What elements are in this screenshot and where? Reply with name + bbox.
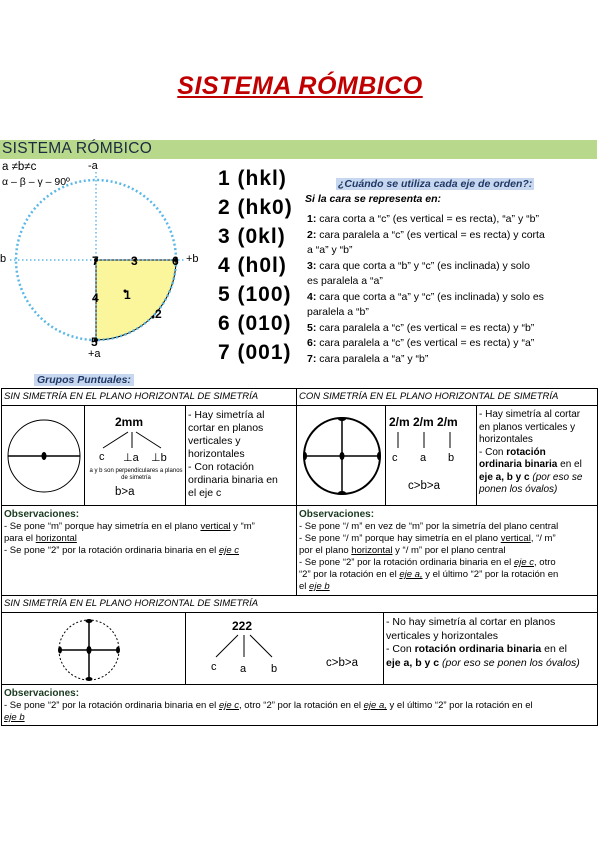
group2-stereogram	[302, 411, 382, 501]
rule-line: a “a” y “b”	[307, 244, 353, 256]
group3-axis-c: c	[211, 661, 217, 673]
group2-axis-b: b	[448, 452, 455, 464]
rule-line: es paralela a “a”	[307, 275, 383, 287]
group1-stereogram-cell	[1, 405, 85, 506]
point-3-label: 3	[131, 254, 138, 268]
point-6-label: 6	[172, 254, 179, 268]
group1-header: SIN SIMETRÍA EN EL PLANO HORIZONTAL DE SIMETRÍA	[4, 391, 259, 402]
group3-desc-cell	[383, 612, 598, 685]
groups-label: Grupos Puntuales:	[34, 374, 134, 386]
miller-item: 7 (001)	[218, 341, 292, 364]
group3-symbol-cell	[185, 612, 384, 685]
axis-label-right: +b	[186, 253, 199, 265]
group2-header-cell	[296, 388, 598, 406]
miller-item: 1 (hkl)	[218, 167, 287, 190]
group1-symbol-cell	[84, 405, 186, 506]
point-1-label: 1	[124, 288, 131, 302]
rules-list	[307, 212, 597, 367]
group2-desc-cell	[476, 405, 598, 506]
section-bar	[0, 140, 597, 159]
question-subheading: Si la cara se representa en:	[305, 193, 441, 205]
question-heading: ¿Cuándo se utiliza cada eje de orden?:	[338, 178, 533, 190]
group2-symbol: 2/m 2/m 2/m	[389, 415, 458, 429]
rule-line: 4: cara que corta a “a” y “c” (es inclinada) y solo es	[307, 290, 544, 303]
group2-header: CON SIMETRÍA EN EL PLANO HORIZONTAL DE SIMETRÍA	[299, 391, 559, 402]
group2-desc: - Hay simetría al cortar en planos verticales y horizontales - Con rotación ordinaria binaria en el eje a, b y c (por eso se ponen los óvalos)	[479, 409, 583, 495]
miller-item: 5 (100)	[218, 283, 292, 306]
group2-axis-a: a	[420, 452, 427, 464]
rule-line: 2: cara paralela a “c” (es vertical = es recta) y corta	[307, 228, 545, 241]
group3-desc: - No hay simetría al cortar en planos verticales y horizontales - Con rotación ordinaria binaria en el eje a, b y c (por eso se ponen los óvalos)	[386, 616, 580, 669]
group1-symbol: 2mm	[115, 415, 144, 429]
group1-axis-c: c	[99, 451, 105, 463]
group1-header-cell	[1, 388, 297, 406]
group1-relation: b>a	[115, 486, 135, 498]
group1-axis-b: ⊥b	[151, 452, 167, 464]
group3-axis-a: a	[240, 663, 247, 675]
group2-axis-c: c	[392, 452, 398, 464]
group1-stereogram	[6, 416, 82, 496]
group1-obs-cell	[1, 505, 297, 596]
group2-obs-cell	[296, 505, 598, 596]
group1-perp-note: a y b son perpendiculares a planos de simetría	[89, 468, 183, 481]
rule-line: 1: cara corta a “c” (es vertical = es recta), “a” y “b”	[307, 213, 539, 225]
axis-label-left: b	[0, 253, 7, 265]
point-4-label: 4	[92, 291, 99, 305]
rule-line: 5: cara paralela a “c” (es vertical = es recta) y “b”	[307, 321, 535, 334]
axis-label-top: -a	[88, 160, 98, 172]
point-7-label: 7	[92, 254, 99, 268]
rule-line: paralela a “b”	[307, 306, 369, 318]
rule-line: 6: cara paralela a “c” (es vertical = es recta) y “a”	[307, 337, 535, 349]
miller-item: 2 (hk0)	[218, 196, 293, 219]
group3-obs-cell	[1, 684, 598, 726]
group2-stereogram-cell	[296, 405, 386, 506]
group3-header: SIN SIMETRÍA EN EL PLANO HORIZONTAL DE SIMETRÍA	[4, 598, 259, 609]
group2-symbol-cell	[385, 405, 477, 506]
group1-desc: - Hay simetría al cortar en planos verticales y horizontales - Con rotación ordinaria binaria en el eje c	[188, 409, 278, 499]
angle-condition: α – β – γ – 90º	[2, 176, 70, 188]
point-2-label: 2	[155, 307, 162, 321]
group3-axis-b: b	[271, 663, 278, 675]
miller-list	[218, 164, 293, 367]
group3-relation: c>b>a	[326, 657, 358, 669]
section-title: SISTEMA RÓMBICO	[2, 140, 153, 157]
group3-stereogram-cell	[1, 612, 186, 685]
point-5-label: 5	[91, 335, 98, 349]
rule-line: 3: cara que corta a “b” y “c” (es inclinada) y solo	[307, 259, 530, 272]
group1-axis-a: ⊥a	[123, 452, 139, 464]
group2-relation: c>b>a	[408, 480, 440, 492]
group1-observations: Observaciones: - Se pone “m” porque hay simetría en el plano vertical y “m” para el horizontal - Se pone “2” por la rotación ordinaria binaria en el eje c	[4, 509, 255, 556]
group1-desc-cell	[185, 405, 297, 506]
axis-label-bottom: +a	[88, 348, 101, 360]
miller-item: 6 (010)	[218, 312, 292, 335]
page-title: SISTEMA RÓMBICO	[177, 72, 423, 100]
group2-observations: Observaciones: - Se pone “/ m” en vez de “m” por la simetría del plano central - Se pone “/ m” porque hay simetría en el plano vertical, “/ m” por el plano horizontal y “/ m” por el plano central - Se pone “2” por la rotación ordinaria binaria en el eje c, otro “2” por la rotación en el eje a, y el último “2” por la rotación en el eje b	[299, 509, 559, 592]
rule-line: 7: cara paralela a “a” y “b”	[307, 352, 429, 365]
group3-stereogram	[56, 617, 122, 683]
miller-item: 4 (h0l)	[218, 254, 287, 277]
lattice-condition: a ≠b≠c	[2, 161, 37, 173]
group3-symbol: 222	[232, 619, 253, 633]
group3-observations: Observaciones: - Se pone “2” por la rotación ordinaria binaria en el eje c, otro “2” por la rotación en el eje a, y el último “2” por la rotación en el eje b	[4, 688, 533, 723]
miller-item: 3 (0kl)	[218, 225, 286, 248]
group3-header-cell	[1, 595, 598, 613]
